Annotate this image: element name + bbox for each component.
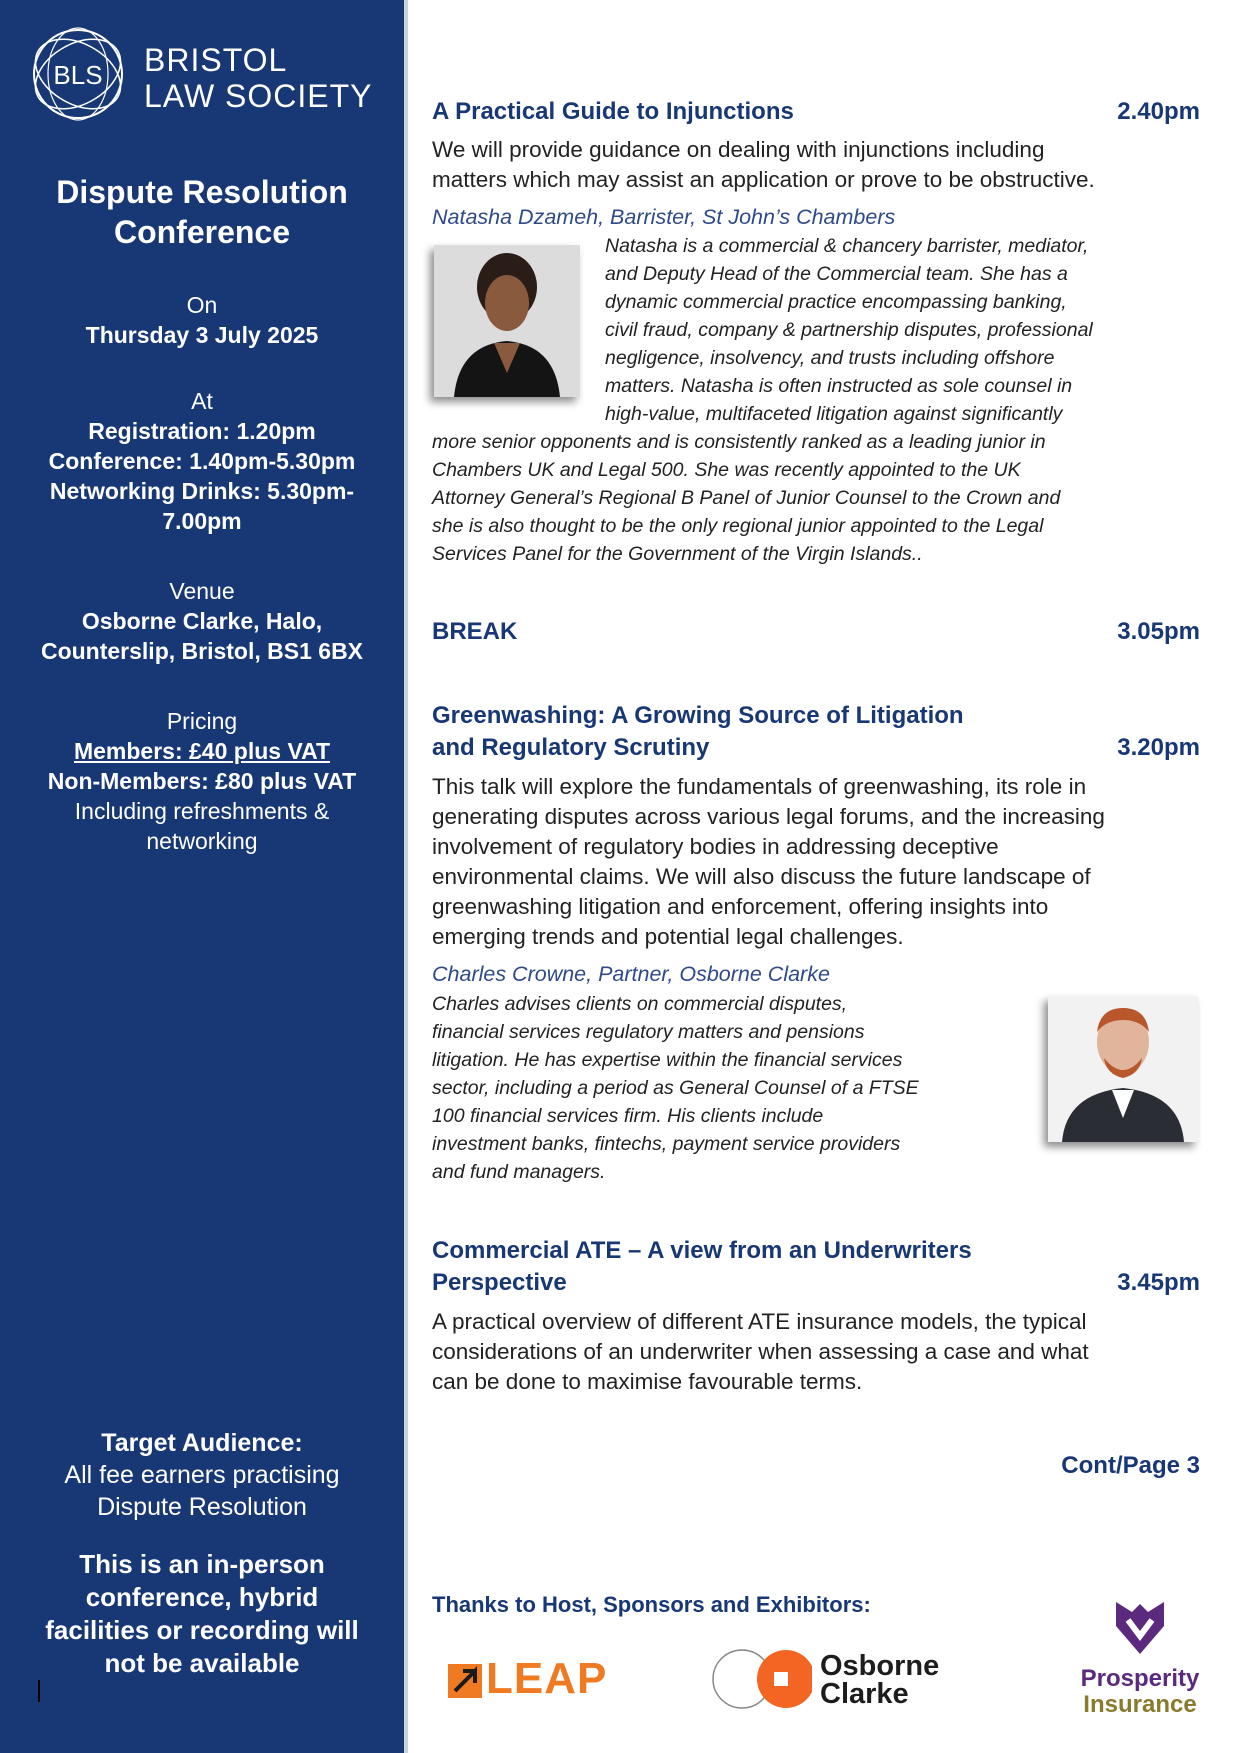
members-price: Members: £40 plus VAT xyxy=(73,738,331,764)
description-line: environmental claims. We will also discuss the future landscape of xyxy=(432,864,1091,889)
bio-line: 100 financial services firm. His clients include xyxy=(432,1105,824,1127)
bio-line: civil fraud, company & partnership disputes, professional xyxy=(605,319,1093,341)
session-break-header xyxy=(432,616,1200,648)
description-line: emerging trends and potential legal challenges. xyxy=(432,924,904,949)
session-greenwashing-description xyxy=(432,772,1200,952)
conference-title-line1: Dispute Resolution xyxy=(56,174,348,210)
session-injunctions-description xyxy=(432,135,1200,195)
bls-emblem-icon xyxy=(28,24,128,124)
speaker-charles: Charles Crowne, Partner, Osborne Clarke xyxy=(432,962,830,986)
natasha-photo xyxy=(434,245,580,397)
text-cursor-mark xyxy=(38,1680,40,1702)
description-line: involvement of regulatory bodies in addressing deceptive xyxy=(432,834,999,859)
description-line: We will provide guidance on dealing with injunctions including xyxy=(432,137,1045,162)
notice-line4: not be available xyxy=(104,1648,300,1678)
bio-line: financial services regulatory matters and pensions xyxy=(432,1021,865,1043)
networking-time-line2: 7.00pm xyxy=(162,508,242,534)
audience-block xyxy=(0,1427,404,1523)
leap-wordmark: LEAP xyxy=(486,1654,608,1703)
sidebar-divider xyxy=(404,0,408,1753)
sponsors-heading: Thanks to Host, Sponsors and Exhibitors: xyxy=(432,1592,871,1617)
sidebar xyxy=(0,0,404,1753)
description-line: greenwashing litigation and enforcement, offering insights into xyxy=(432,894,1049,919)
session-title-line: Greenwashing: A Growing Source of Litigation xyxy=(432,702,964,729)
networking-time-line1: Networking Drinks: 5.30pm- xyxy=(49,478,355,504)
session-injunctions-header xyxy=(432,96,1200,128)
leap-arrow-icon xyxy=(448,1664,482,1698)
conference-title-line2: Conference xyxy=(113,214,291,250)
insurance-text: Insurance xyxy=(1083,1691,1197,1718)
audience-line1: All fee earners practising xyxy=(64,1461,340,1489)
session-time: 3.20pm xyxy=(1117,734,1200,761)
bio-line: she is also thought to be the only regional junior appointed to the Legal xyxy=(432,515,1044,537)
date-block xyxy=(0,290,404,350)
session-title xyxy=(432,1235,1072,1299)
audience-title: Target Audience: xyxy=(101,1429,303,1457)
conference-title xyxy=(0,172,404,252)
session-title: A Practical Guide to Injunctions xyxy=(432,98,794,125)
bio-line: Services Panel for the Government of the Virgin Islands.. xyxy=(432,543,923,565)
description-line: can be done to maximise favourable terms. xyxy=(432,1369,863,1394)
pricing-block xyxy=(0,706,404,856)
logo-text-line1: BRISTOL xyxy=(144,42,288,78)
session-title xyxy=(432,700,1072,764)
session-greenwashing-header xyxy=(432,700,1200,764)
prosperity-shield-icon xyxy=(1110,1596,1170,1660)
bio-line: negligence, insolvency, and trusts including offshore xyxy=(605,347,1055,369)
clarke-text: Clarke xyxy=(820,1678,909,1710)
audience-line2: Dispute Resolution xyxy=(97,1493,307,1521)
bio-line: and fund managers. xyxy=(432,1161,606,1183)
pricing-note-line2: networking xyxy=(146,828,258,854)
notice-line3: facilities or recording will xyxy=(45,1615,359,1645)
osborne-text: Osborne xyxy=(820,1650,940,1682)
speaker-natasha: Natasha Dzameh, Barrister, St John’s Chambers xyxy=(432,205,896,229)
notice-line1: This is an in-person xyxy=(79,1549,325,1579)
session-ate-description xyxy=(432,1307,1200,1397)
bio-line: Charles advises clients on commercial disputes, xyxy=(432,993,848,1015)
osborne-clarke-logo xyxy=(712,1644,962,1714)
prosperity-text: Prosperity xyxy=(1080,1665,1200,1692)
at-label: At xyxy=(191,388,213,414)
break-title: BREAK xyxy=(432,618,518,645)
continued-label: Cont/Page 3 xyxy=(1061,1452,1200,1479)
bio-line: Natasha is a commercial & chancery barrister, mediator, xyxy=(605,235,1089,257)
charles-photo xyxy=(1048,996,1198,1142)
event-date: Thursday 3 July 2025 xyxy=(85,322,319,348)
on-label: On xyxy=(186,292,218,318)
non-members-price: Non-Members: £80 plus VAT xyxy=(47,768,357,794)
session-title-line: and Regulatory Scrutiny xyxy=(432,734,710,761)
venue-line1: Osborne Clarke, Halo, xyxy=(81,608,323,634)
bio-line: sector, including a period as General Counsel of a FTSE xyxy=(432,1077,919,1099)
leap-logo xyxy=(448,1654,608,1704)
bio-line: more senior opponents and is consistently ranked as a leading junior in xyxy=(432,431,1046,453)
bio-line: Attorney General’s Regional B Panel of Junior Counsel to the Crown and xyxy=(432,487,1061,509)
notice-line2: conference, hybrid xyxy=(85,1582,319,1612)
description-line: generating disputes across various legal forums, and the increasing xyxy=(432,804,1105,829)
bls-logo xyxy=(28,24,388,124)
person-portrait-icon xyxy=(1048,996,1198,1142)
prosperity-insurance-logo xyxy=(1070,1596,1210,1728)
venue-label: Venue xyxy=(169,578,235,604)
session-ate-header xyxy=(432,1235,1200,1299)
registration-time: Registration: 1.20pm xyxy=(88,418,316,444)
natasha-bio-top xyxy=(605,232,1195,428)
times-block xyxy=(0,386,404,536)
in-person-notice xyxy=(0,1548,404,1680)
session-time: 2.40pm xyxy=(1117,98,1200,125)
description-line: matters which may assist an application or prove to be obstructive. xyxy=(432,167,1095,192)
bls-monogram: BLS xyxy=(53,60,103,90)
osborne-clarke-circles-icon xyxy=(712,1648,812,1710)
bio-line: and Deputy Head of the Commercial team. She has a xyxy=(605,263,1068,285)
bio-line: Chambers UK and Legal 500. She was recently appointed to the UK xyxy=(432,459,1021,481)
description-line: A practical overview of different ATE insurance models, the typical xyxy=(432,1309,1087,1334)
bio-line: investment banks, fintechs, payment service providers xyxy=(432,1133,901,1155)
logo-text-line2: LAW SOCIETY xyxy=(144,78,373,114)
bio-line: dynamic commercial practice encompassing banking, xyxy=(605,291,1067,313)
description-line: considerations of an underwriter when assessing a case and what xyxy=(432,1339,1089,1364)
description-line: This talk will explore the fundamentals of greenwashing, its role in xyxy=(432,774,1087,799)
natasha-bio-bottom xyxy=(432,428,1200,568)
session-title-line: Perspective xyxy=(432,1269,567,1296)
prosperity-wordmark xyxy=(1070,1666,1210,1718)
osborne-clarke-wordmark xyxy=(820,1652,939,1708)
session-title-line: Commercial ATE – A view from an Underwriters xyxy=(432,1237,972,1264)
person-portrait-icon xyxy=(434,245,580,397)
session-time: 3.45pm xyxy=(1117,1269,1200,1296)
venue-line2: Counterslip, Bristol, BS1 6BX xyxy=(40,638,364,664)
charles-bio xyxy=(432,990,1012,1186)
pricing-note-line1: Including refreshments & xyxy=(74,798,330,824)
bio-line: matters. Natasha is often instructed as sole counsel in xyxy=(605,375,1073,397)
bio-line: litigation. He has expertise within the financial services xyxy=(432,1049,903,1071)
venue-block xyxy=(0,576,404,666)
conference-time: Conference: 1.40pm-5.30pm xyxy=(48,448,356,474)
break-time: 3.05pm xyxy=(1117,618,1200,645)
bio-line: high-value, multifaceted litigation against significantly xyxy=(605,403,1063,425)
pricing-label: Pricing xyxy=(166,708,238,734)
